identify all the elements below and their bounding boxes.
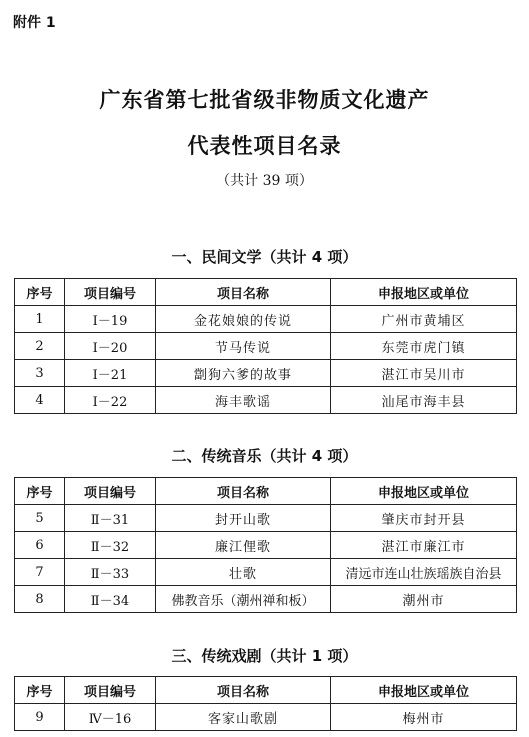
- table-row: [15, 306, 517, 333]
- table-row: [15, 360, 517, 387]
- header-name: 项目名称: [156, 478, 331, 505]
- folk-literature-table: [14, 278, 517, 414]
- cell-area: 梅州市: [331, 704, 517, 731]
- cell-code: Ⅱ－34: [65, 586, 156, 613]
- cell-code: Ⅱ－31: [65, 505, 156, 532]
- section-heading-folk-literature: 一、民间文学（共计 4 项）: [171, 248, 358, 266]
- cell-no: 2: [15, 333, 65, 360]
- header-no: 序号: [15, 279, 65, 306]
- document-title: 广东省第七批省级非物质文化遗产: [99, 87, 430, 112]
- header-code: 项目编号: [65, 478, 156, 505]
- table-row: [15, 532, 517, 559]
- cell-no: 6: [15, 532, 65, 559]
- cell-area: 东莞市虎门镇: [331, 333, 517, 360]
- section-heading-traditional-music: 二、传统音乐（共计 4 项）: [171, 447, 358, 465]
- cell-name: 海丰歌谣: [156, 387, 331, 414]
- cell-no: 4: [15, 387, 65, 414]
- cell-code: Ⅳ－16: [65, 704, 156, 731]
- table-row: [15, 586, 517, 613]
- document-subtitle: 代表性项目名录: [187, 133, 342, 158]
- table-row: [15, 559, 517, 586]
- cell-area: 广州市黄埔区: [331, 306, 517, 333]
- total-count-note: （共计 39 项）: [216, 173, 313, 189]
- cell-area: 湛江市吴川市: [331, 360, 517, 387]
- cell-code: Ⅱ－32: [65, 532, 156, 559]
- cell-area: 肇庆市封开县: [331, 505, 517, 532]
- cell-no: 8: [15, 586, 65, 613]
- traditional-music-table: [14, 477, 517, 613]
- header-no: 序号: [15, 677, 65, 704]
- cell-name: 节马传说: [156, 333, 331, 360]
- header-name: 项目名称: [156, 279, 331, 306]
- traditional-opera-table: [14, 676, 517, 731]
- cell-code: Ⅰ－22: [65, 387, 156, 414]
- cell-name: 金花娘娘的传说: [156, 306, 331, 333]
- table-row: [15, 333, 517, 360]
- cell-code: Ⅱ－33: [65, 559, 156, 586]
- cell-name: 壮歌: [156, 559, 331, 586]
- header-no: 序号: [15, 478, 65, 505]
- table-header-row: [15, 279, 517, 306]
- header-area: 申报地区或单位: [331, 478, 517, 505]
- cell-area: 清远市连山壮族瑶族自治县: [331, 559, 517, 586]
- table-row: [15, 387, 517, 414]
- cell-area: 潮州市: [331, 586, 517, 613]
- table-header-row: [15, 677, 517, 704]
- cell-code: Ⅰ－21: [65, 360, 156, 387]
- cell-name: 廉江俚歌: [156, 532, 331, 559]
- cell-no: 5: [15, 505, 65, 532]
- table-header-row: [15, 478, 517, 505]
- header-area: 申报地区或单位: [331, 677, 517, 704]
- header-area: 申报地区或单位: [331, 279, 517, 306]
- cell-name: 封开山歌: [156, 505, 331, 532]
- table-row: [15, 704, 517, 731]
- section-heading-traditional-opera: 三、传统戏剧（共计 1 项）: [171, 647, 358, 665]
- cell-area: 汕尾市海丰县: [331, 387, 517, 414]
- header-code: 项目编号: [65, 279, 156, 306]
- cell-name: 劏狗六爹的故事: [156, 360, 331, 387]
- table-row: [15, 505, 517, 532]
- attachment-label: 附件 1: [13, 15, 56, 31]
- cell-no: 9: [15, 704, 65, 731]
- cell-name: 佛教音乐（潮州禅和板）: [156, 586, 331, 613]
- cell-no: 3: [15, 360, 65, 387]
- header-code: 项目编号: [65, 677, 156, 704]
- cell-area: 湛江市廉江市: [331, 532, 517, 559]
- cell-code: Ⅰ－19: [65, 306, 156, 333]
- cell-name: 客家山歌剧: [156, 704, 331, 731]
- cell-no: 1: [15, 306, 65, 333]
- header-name: 项目名称: [156, 677, 331, 704]
- cell-code: Ⅰ－20: [65, 333, 156, 360]
- cell-no: 7: [15, 559, 65, 586]
